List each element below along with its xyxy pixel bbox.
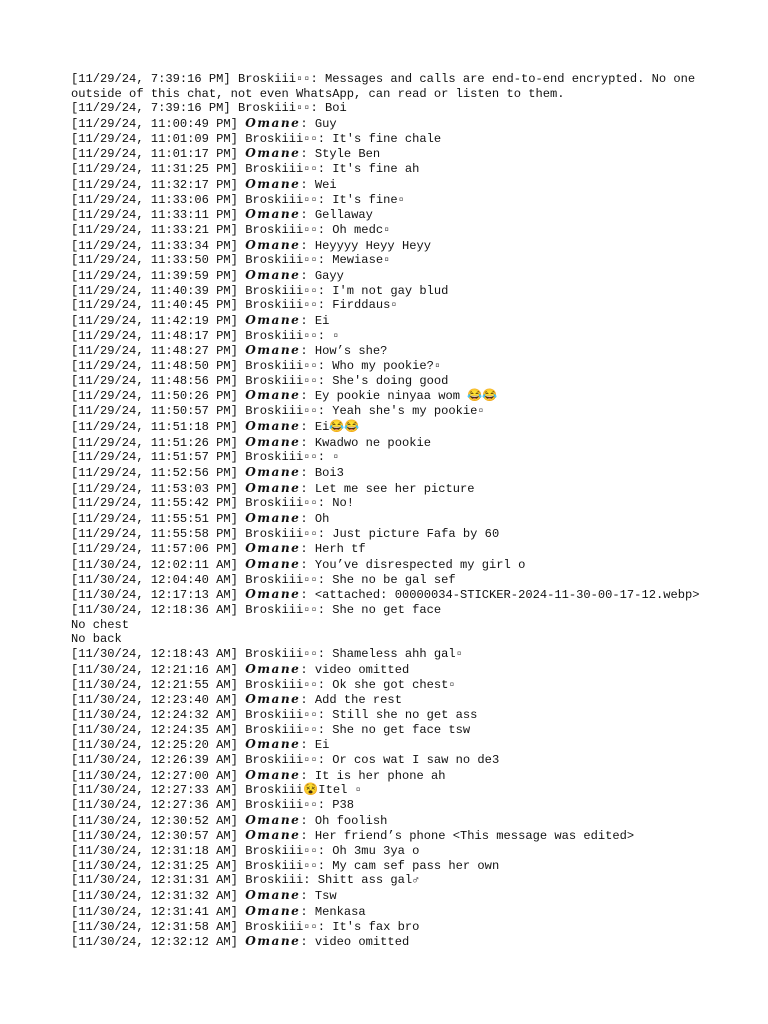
message-text: She's doing good	[332, 373, 449, 388]
message-line: [11/30/24, 12:04:40 AM] Broskiii▫▫: She no be gal sef	[71, 572, 456, 587]
message-line: [11/30/24, 12:24:35 AM] Broskiii▫▫: She no get face tsw	[71, 722, 471, 737]
message-text: My cam sef pass her own	[332, 858, 500, 873]
message-text: Style Ben	[314, 147, 381, 162]
message-text: Or cos wat I saw no de3	[332, 752, 500, 767]
message-timestamp: [11/30/24, 12:27:33 AM]	[71, 783, 238, 798]
message-sender: 𝑶𝒎𝒂𝒏𝒆	[245, 267, 301, 282]
message-sender: 𝑶𝒎𝒂𝒏𝒆	[245, 418, 301, 433]
message-line: [11/29/24, 11:33:50 PM] Broskiii▫▫: Mewiase▫	[71, 253, 391, 268]
message-line: [11/30/24, 12:31:41 AM] 𝑶𝒎𝒂𝒏𝒆: Menkasa	[71, 903, 366, 919]
message-timestamp: [11/29/24, 11:55:51 PM]	[71, 511, 238, 526]
message-sender: Broskiii▫▫	[245, 298, 318, 313]
message-text: Firddaus▫	[332, 298, 398, 313]
message-text: Gayy	[314, 268, 344, 283]
message-text: Oh medc▫	[332, 222, 391, 237]
message-text: It's fine ah	[332, 162, 420, 177]
message-text: She no be gal sef	[332, 572, 456, 587]
message-line: [11/29/24, 11:53:03 PM] 𝑶𝒎𝒂𝒏𝒆: Let me see her picture	[71, 480, 475, 496]
message-line: [11/29/24, 11:50:57 PM] Broskiii▫▫: Yeah she's my pookie▫	[71, 404, 485, 419]
message-sender: 𝑶𝒎𝒂𝒏𝒆	[245, 434, 301, 449]
message-sender: 𝑶𝒎𝒂𝒏𝒆	[245, 557, 301, 571]
message-line: [11/29/24, 11:55:58 PM] Broskiii▫▫: Just picture Fafa by 60	[71, 526, 500, 541]
message-line: [11/30/24, 12:27:00 AM] 𝑶𝒎𝒂𝒏𝒆: It is her phone ah	[71, 767, 446, 783]
message-timestamp: [11/29/24, 11:48:17 PM]	[71, 328, 238, 343]
message-sender: 𝑶𝒎𝒂𝒏𝒆	[245, 587, 301, 602]
message-text: P38	[332, 798, 355, 812]
message-sender: Broskiii▫▫	[245, 359, 318, 374]
message-timestamp: [11/29/24, 11:51:18 PM]	[71, 419, 238, 434]
message-text: She no get face tsw	[332, 722, 471, 737]
message-line: [11/29/24, 11:01:17 PM] 𝑶𝒎𝒂𝒏𝒆: Style Ben	[71, 146, 381, 162]
message-sender: 𝑶𝒎𝒂𝒏𝒆	[245, 812, 301, 827]
message-sender: 𝑶𝒎𝒂𝒏𝒆	[245, 541, 301, 556]
message-timestamp: [11/29/24, 7:39:16 PM]	[71, 72, 231, 86]
message-text: Just picture Fafa by 60	[332, 526, 500, 541]
message-timestamp: [11/29/24, 11:51:26 PM]	[71, 435, 238, 450]
message-text: ▫	[354, 783, 362, 798]
message-timestamp: [11/29/24, 11:48:27 PM]	[71, 344, 238, 359]
message-line: [11/30/24, 12:31:32 AM] 𝑶𝒎𝒂𝒏𝒆: Tsw	[71, 888, 337, 904]
message-text: Tsw	[314, 889, 337, 904]
message-timestamp: [11/29/24, 11:32:17 PM]	[71, 177, 238, 192]
message-text: Boi	[325, 101, 347, 116]
message-timestamp: [11/29/24, 11:42:19 PM]	[71, 314, 238, 328]
message-timestamp: [11/29/24, 11:57:06 PM]	[71, 542, 238, 557]
message-timestamp: [11/30/24, 12:18:43 AM]	[71, 647, 238, 662]
message-sender: Broskiii▫▫	[245, 222, 318, 237]
message-line: [11/29/24, 11:52:56 PM] 𝑶𝒎𝒂𝒏𝒆: Boi3	[71, 464, 344, 480]
message-text: Who my pookie?▫	[332, 359, 442, 374]
message-line: [11/29/24, 11:55:42 PM] Broskiii▫▫: No!	[71, 496, 355, 511]
message-line: [11/29/24, 11:48:50 PM] Broskiii▫▫: Who my pookie?▫	[71, 359, 442, 374]
message-text: I'm not gay blud	[332, 283, 449, 298]
message-sender: Broskiii▫▫	[245, 752, 318, 767]
message-sender: 𝑶𝒎𝒂𝒏𝒆	[245, 888, 301, 903]
message-timestamp: [11/29/24, 11:51:57 PM]	[71, 450, 238, 465]
message-sender: Broskiii▫▫	[245, 722, 318, 737]
message-line: [11/29/24, 11:48:27 PM] 𝑶𝒎𝒂𝒏𝒆: How’s she?	[71, 343, 388, 359]
message-sender: Broskiii▫▫	[245, 496, 318, 511]
message-line: [11/29/24, 11:01:09 PM] Broskiii▫▫: It's fine chale	[71, 131, 442, 146]
message-line: [11/29/24, 11:40:39 PM] Broskiii▫▫: I'm not gay blud	[71, 283, 449, 298]
message-line: [11/29/24, 11:48:56 PM] Broskiii▫▫: She's doing good	[71, 373, 449, 388]
message-text: You’ve disrespected my girl o	[314, 558, 526, 572]
chat-transcript	[71, 72, 711, 950]
message-text: It's fine chale	[332, 131, 442, 146]
message-timestamp: [11/30/24, 12:31:32 AM]	[71, 889, 238, 904]
message-text: Menkasa	[314, 904, 366, 919]
message-text: Ei	[314, 738, 330, 753]
message-sender: Broskiii▫▫	[245, 603, 318, 618]
message-sender: Broskiii▫▫	[245, 373, 318, 388]
message-timestamp: [11/30/24, 12:27:00 AM]	[71, 768, 238, 783]
message-line: [11/30/24, 12:31:18 AM] Broskiii▫▫: Oh 3mu 3ya o	[71, 844, 420, 859]
message-text: Mewiase▫	[332, 253, 391, 268]
message-sender: Broskiii▫▫	[245, 131, 318, 146]
message-text: It's fax bro	[332, 919, 420, 934]
message-line: [11/30/24, 12:18:43 AM] Broskiii▫▫: Shameless ahh gal▫	[71, 647, 463, 662]
message-sender: 𝑶𝒎𝒂𝒏𝒆	[245, 934, 301, 949]
message-timestamp: [11/30/24, 12:30:52 AM]	[71, 813, 238, 828]
message-sender: Broskiii▫▫	[245, 919, 318, 934]
message-line: [11/29/24, 11:51:18 PM] 𝑶𝒎𝒂𝒏𝒆: Ei😂😂	[71, 418, 360, 434]
message-text: Her friend’s phone <This message was edited>	[314, 829, 635, 844]
message-timestamp: [11/30/24, 12:30:57 AM]	[71, 829, 238, 844]
message-text: She no get face No chest No back	[71, 603, 442, 647]
message-text: It's fine▫	[332, 192, 405, 207]
message-line: [11/29/24, 11:51:26 PM] 𝑶𝒎𝒂𝒏𝒆: Kwadwo ne pookie	[71, 434, 431, 450]
message-timestamp: [11/29/24, 11:50:57 PM]	[71, 404, 238, 419]
message-line: [11/30/24, 12:31:25 AM] Broskiii▫▫: My cam sef pass her own	[71, 858, 500, 873]
message-line: [11/29/24, 11:32:17 PM] 𝑶𝒎𝒂𝒏𝒆: Wei	[71, 176, 337, 192]
message-timestamp: [11/29/24, 11:40:45 PM]	[71, 298, 238, 313]
message-text: Oh 3mu 3ya o	[332, 844, 420, 859]
message-line: [11/29/24, 11:00:49 PM] 𝑶𝒎𝒂𝒏𝒆: Guy	[71, 116, 337, 132]
message-text: Ei	[314, 314, 330, 328]
message-text: Shameless ahh gal▫	[332, 647, 463, 662]
message-text: Messages and calls are end-to-end encrypted. No one outside of this chat, not even WhatsApp, can read or listen to them.	[71, 72, 703, 101]
message-sender: 𝑶𝒎𝒂𝒏𝒆	[245, 661, 301, 676]
message-sender: 𝑶𝒎𝒂𝒏𝒆	[245, 767, 301, 782]
message-timestamp: [11/30/24, 12:21:16 AM]	[71, 662, 238, 677]
message-timestamp: [11/30/24, 12:02:11 AM]	[71, 558, 238, 572]
message-timestamp: [11/30/24, 12:25:20 AM]	[71, 738, 238, 753]
message-sender: Broskiii▫▫	[245, 647, 318, 662]
message-timestamp: [11/30/24, 12:04:40 AM]	[71, 572, 238, 587]
message-line: [11/30/24, 12:27:36 AM] Broskiii▫▫: P38	[71, 798, 355, 812]
message-line: [11/30/24, 12:24:32 AM] Broskiii▫▫: Still she no get ass	[71, 707, 478, 722]
message-timestamp: [11/29/24, 11:50:26 PM]	[71, 389, 238, 404]
message-sender: 𝑶𝒎𝒂𝒏𝒆	[245, 176, 301, 191]
message-sender: 𝑶𝒎𝒂𝒏𝒆	[245, 692, 301, 707]
message-sender: 𝑶𝒎𝒂𝒏𝒆	[245, 207, 301, 222]
message-sender: 𝑶𝒎𝒂𝒏𝒆	[245, 737, 301, 752]
message-line: [11/29/24, 11:33:34 PM] 𝑶𝒎𝒂𝒏𝒆: Heyyyy Heyy Heyy	[71, 237, 431, 253]
message-line: [11/29/24, 11:50:26 PM] 𝑶𝒎𝒂𝒏𝒆: Ey pookie ninyaa wom 😂😂	[71, 388, 498, 404]
message-sender: Broskiii▫▫	[245, 798, 318, 812]
message-sender: Broskiii▫▫	[245, 858, 318, 873]
message-sender: 𝑶𝒎𝒂𝒏𝒆	[245, 116, 301, 131]
message-sender: Broskiii▫▫	[245, 450, 318, 465]
message-timestamp: [11/29/24, 11:53:03 PM]	[71, 481, 238, 496]
message-line: [11/30/24, 12:23:40 AM] 𝑶𝒎𝒂𝒏𝒆: Add the rest	[71, 692, 402, 708]
message-line: [11/29/24, 11:33:11 PM] 𝑶𝒎𝒂𝒏𝒆: Gellaway	[71, 207, 373, 223]
message-timestamp: [11/29/24, 11:01:09 PM]	[71, 131, 238, 146]
message-timestamp: [11/29/24, 11:48:56 PM]	[71, 373, 238, 388]
message-line: [11/30/24, 12:31:58 AM] Broskiii▫▫: It's fax bro	[71, 919, 420, 934]
message-timestamp: [11/30/24, 12:17:13 AM]	[71, 588, 238, 603]
message-line: [11/29/24, 7:39:16 PM] Broskiii▫▫: Messages and calls are end-to-end encrypted. No one outside of this chat, not even WhatsApp, can read or listen to them.	[71, 72, 703, 101]
message-sender: Broskiii▫▫	[245, 526, 318, 541]
message-timestamp: [11/30/24, 12:31:58 AM]	[71, 919, 238, 934]
message-line: [11/29/24, 11:31:25 PM] Broskiii▫▫: It's fine ah	[71, 162, 420, 177]
message-timestamp: [11/29/24, 11:55:58 PM]	[71, 526, 238, 541]
message-sender: Broskiii▫▫	[245, 707, 318, 722]
message-line: [11/30/24, 12:17:13 AM] 𝑶𝒎𝒂𝒏𝒆: <attached: 00000034-STICKER-2024-11-30-00-17-12.webp>	[71, 587, 700, 603]
message-timestamp: [11/30/24, 12:31:25 AM]	[71, 858, 238, 873]
message-line: [11/30/24, 12:02:11 AM] 𝑶𝒎𝒂𝒏𝒆: You’ve disrespected my girl o	[71, 557, 526, 572]
message-text: Herh tf	[314, 542, 366, 557]
message-sender: 𝑶𝒎𝒂𝒏𝒆	[245, 237, 301, 252]
message-sender: Broskiii▫▫	[245, 572, 318, 587]
message-text: Boi3	[314, 465, 344, 480]
message-sender: 𝑶𝒎𝒂𝒏𝒆	[245, 146, 301, 161]
message-text: Ok she got chest▫	[332, 677, 456, 692]
message-timestamp: [11/29/24, 11:01:17 PM]	[71, 147, 238, 162]
message-text: Oh foolish	[314, 813, 388, 828]
message-line: [11/30/24, 12:25:20 AM] 𝑶𝒎𝒂𝒏𝒆: Ei	[71, 737, 330, 753]
message-sender: Broskiii▫▫	[245, 844, 318, 859]
message-text: Let me see her picture	[314, 481, 475, 496]
message-timestamp: [11/30/24, 12:27:36 AM]	[71, 798, 238, 812]
message-line: [11/30/24, 12:18:36 AM] Broskiii▫▫: She no get face No chest No back	[71, 603, 442, 647]
message-timestamp: [11/30/24, 12:26:39 AM]	[71, 752, 238, 767]
message-timestamp: [11/30/24, 12:23:40 AM]	[71, 693, 238, 708]
message-text: How’s she?	[314, 344, 388, 359]
message-sender: Broskiii😵Itel	[245, 783, 348, 798]
message-sender: Broskiii▫▫	[245, 283, 318, 298]
message-sender: Broskiii▫▫	[245, 677, 318, 692]
message-sender: Broskiii▫▫	[237, 72, 311, 86]
message-sender: 𝑶𝒎𝒂𝒏𝒆	[245, 464, 301, 479]
message-text: Gellaway	[314, 208, 373, 223]
message-text: Ey pookie ninyaa wom 😂😂	[314, 389, 498, 404]
message-sender: 𝑶𝒎𝒂𝒏𝒆	[245, 828, 301, 843]
message-line: [11/29/24, 11:33:21 PM] Broskiii▫▫: Oh medc▫	[71, 222, 391, 237]
message-timestamp: [11/29/24, 11:33:34 PM]	[71, 238, 238, 253]
message-line: [11/29/24, 11:57:06 PM] 𝑶𝒎𝒂𝒏𝒆: Herh tf	[71, 541, 366, 557]
message-sender: Broskiii▫▫	[245, 162, 318, 177]
message-timestamp: [11/29/24, 11:33:11 PM]	[71, 208, 238, 223]
message-timestamp: [11/29/24, 11:40:39 PM]	[71, 283, 238, 298]
message-timestamp: [11/29/24, 11:55:42 PM]	[71, 496, 238, 511]
message-text: Ei😂😂	[314, 419, 360, 434]
message-sender: Broskiii▫▫	[245, 328, 318, 343]
message-timestamp: [11/29/24, 11:31:25 PM]	[71, 162, 238, 177]
message-timestamp: [11/29/24, 11:33:06 PM]	[71, 192, 238, 207]
message-sender: 𝑶𝒎𝒂𝒏𝒆	[245, 510, 301, 525]
message-text: No!	[332, 496, 355, 511]
message-timestamp: [11/29/24, 11:33:21 PM]	[71, 222, 238, 237]
message-timestamp: [11/30/24, 12:24:35 AM]	[71, 722, 238, 737]
message-line: [11/30/24, 12:30:52 AM] 𝑶𝒎𝒂𝒏𝒆: Oh foolish	[71, 812, 388, 828]
message-sender: 𝑶𝒎𝒂𝒏𝒆	[245, 903, 301, 918]
message-line: [11/30/24, 12:31:31 AM] Broskiii: Shitt ass gal♂	[71, 873, 420, 888]
message-text: ▫	[332, 450, 340, 465]
message-text: Guy	[314, 117, 337, 132]
message-sender: 𝑶𝒎𝒂𝒏𝒆	[245, 343, 301, 358]
message-text: Yeah she's my pookie▫	[332, 404, 485, 419]
message-sender: 𝑶𝒎𝒂𝒏𝒆	[245, 313, 301, 327]
message-text: Oh	[314, 511, 330, 526]
message-sender: 𝑶𝒎𝒂𝒏𝒆	[245, 388, 301, 403]
message-text: video omitted	[314, 935, 410, 950]
message-text: Add the rest	[314, 693, 402, 708]
message-line: [11/30/24, 12:21:16 AM] 𝑶𝒎𝒂𝒏𝒆: video omitted	[71, 661, 410, 677]
message-line: [11/29/24, 11:48:17 PM] Broskiii▫▫: ▫	[71, 328, 340, 343]
message-timestamp: [11/29/24, 11:33:50 PM]	[71, 253, 238, 268]
message-line: [11/29/24, 11:42:19 PM] 𝑶𝒎𝒂𝒏𝒆: Ei	[71, 313, 330, 328]
message-timestamp: [11/30/24, 12:31:31 AM]	[71, 873, 238, 888]
message-sender: Broskiii▫▫	[245, 253, 318, 268]
message-line: [11/29/24, 11:39:59 PM] 𝑶𝒎𝒂𝒏𝒆: Gayy	[71, 267, 344, 283]
message-sender: Broskiii▫▫	[245, 404, 318, 419]
message-text: <attached: 00000034-STICKER-2024-11-30-00-17-12.webp>	[314, 588, 700, 603]
message-text: It is her phone ah	[314, 768, 446, 783]
message-sender: Broskiii▫▫	[245, 192, 318, 207]
message-line: [11/30/24, 12:26:39 AM] Broskiii▫▫: Or cos wat I saw no de3	[71, 752, 500, 767]
message-text: Heyyyy Heyy Heyy	[314, 238, 431, 253]
message-timestamp: [11/30/24, 12:21:55 AM]	[71, 677, 238, 692]
message-line: [11/29/24, 7:39:16 PM] Broskiii▫▫: Boi	[71, 101, 347, 116]
message-timestamp: [11/29/24, 11:48:50 PM]	[71, 359, 238, 374]
message-line: [11/30/24, 12:30:57 AM] 𝑶𝒎𝒂𝒏𝒆: Her friend’s phone <This message was edited>	[71, 828, 635, 844]
message-text: Still she no get ass	[332, 707, 478, 722]
message-text: ▫	[332, 328, 340, 343]
message-timestamp: [11/30/24, 12:24:32 AM]	[71, 707, 238, 722]
message-text: video omitted	[314, 662, 410, 677]
message-timestamp: [11/30/24, 12:32:12 AM]	[71, 935, 238, 950]
message-line: [11/30/24, 12:32:12 AM] 𝑶𝒎𝒂𝒏𝒆: video omitted	[71, 934, 410, 950]
message-timestamp: [11/29/24, 11:00:49 PM]	[71, 117, 238, 132]
message-timestamp: [11/30/24, 12:31:18 AM]	[71, 844, 238, 859]
message-timestamp: [11/29/24, 11:39:59 PM]	[71, 268, 238, 283]
message-line: [11/29/24, 11:40:45 PM] Broskiii▫▫: Firddaus▫	[71, 298, 398, 313]
message-sender: 𝑶𝒎𝒂𝒏𝒆	[245, 480, 301, 495]
message-line: [11/30/24, 12:21:55 AM] Broskiii▫▫: Ok she got chest▫	[71, 677, 456, 692]
message-line: [11/29/24, 11:33:06 PM] Broskiii▫▫: It's fine▫	[71, 192, 405, 207]
message-line: [11/29/24, 11:51:57 PM] Broskiii▫▫: ▫	[71, 450, 340, 465]
message-text: Kwadwo ne pookie	[314, 435, 431, 450]
message-line: [11/29/24, 11:55:51 PM] 𝑶𝒎𝒂𝒏𝒆: Oh	[71, 510, 330, 526]
message-text: Wei	[314, 177, 337, 192]
message-timestamp: [11/30/24, 12:18:36 AM]	[71, 603, 238, 618]
message-sender: Broskiii▫▫	[237, 101, 311, 116]
message-text: Shitt ass gal♂	[317, 873, 420, 888]
message-sender: Broskiii	[245, 873, 304, 888]
message-timestamp: [11/29/24, 7:39:16 PM]	[71, 101, 231, 116]
message-timestamp: [11/30/24, 12:31:41 AM]	[71, 904, 238, 919]
message-line	[71, 783, 711, 798]
message-timestamp: [11/29/24, 11:52:56 PM]	[71, 465, 238, 480]
